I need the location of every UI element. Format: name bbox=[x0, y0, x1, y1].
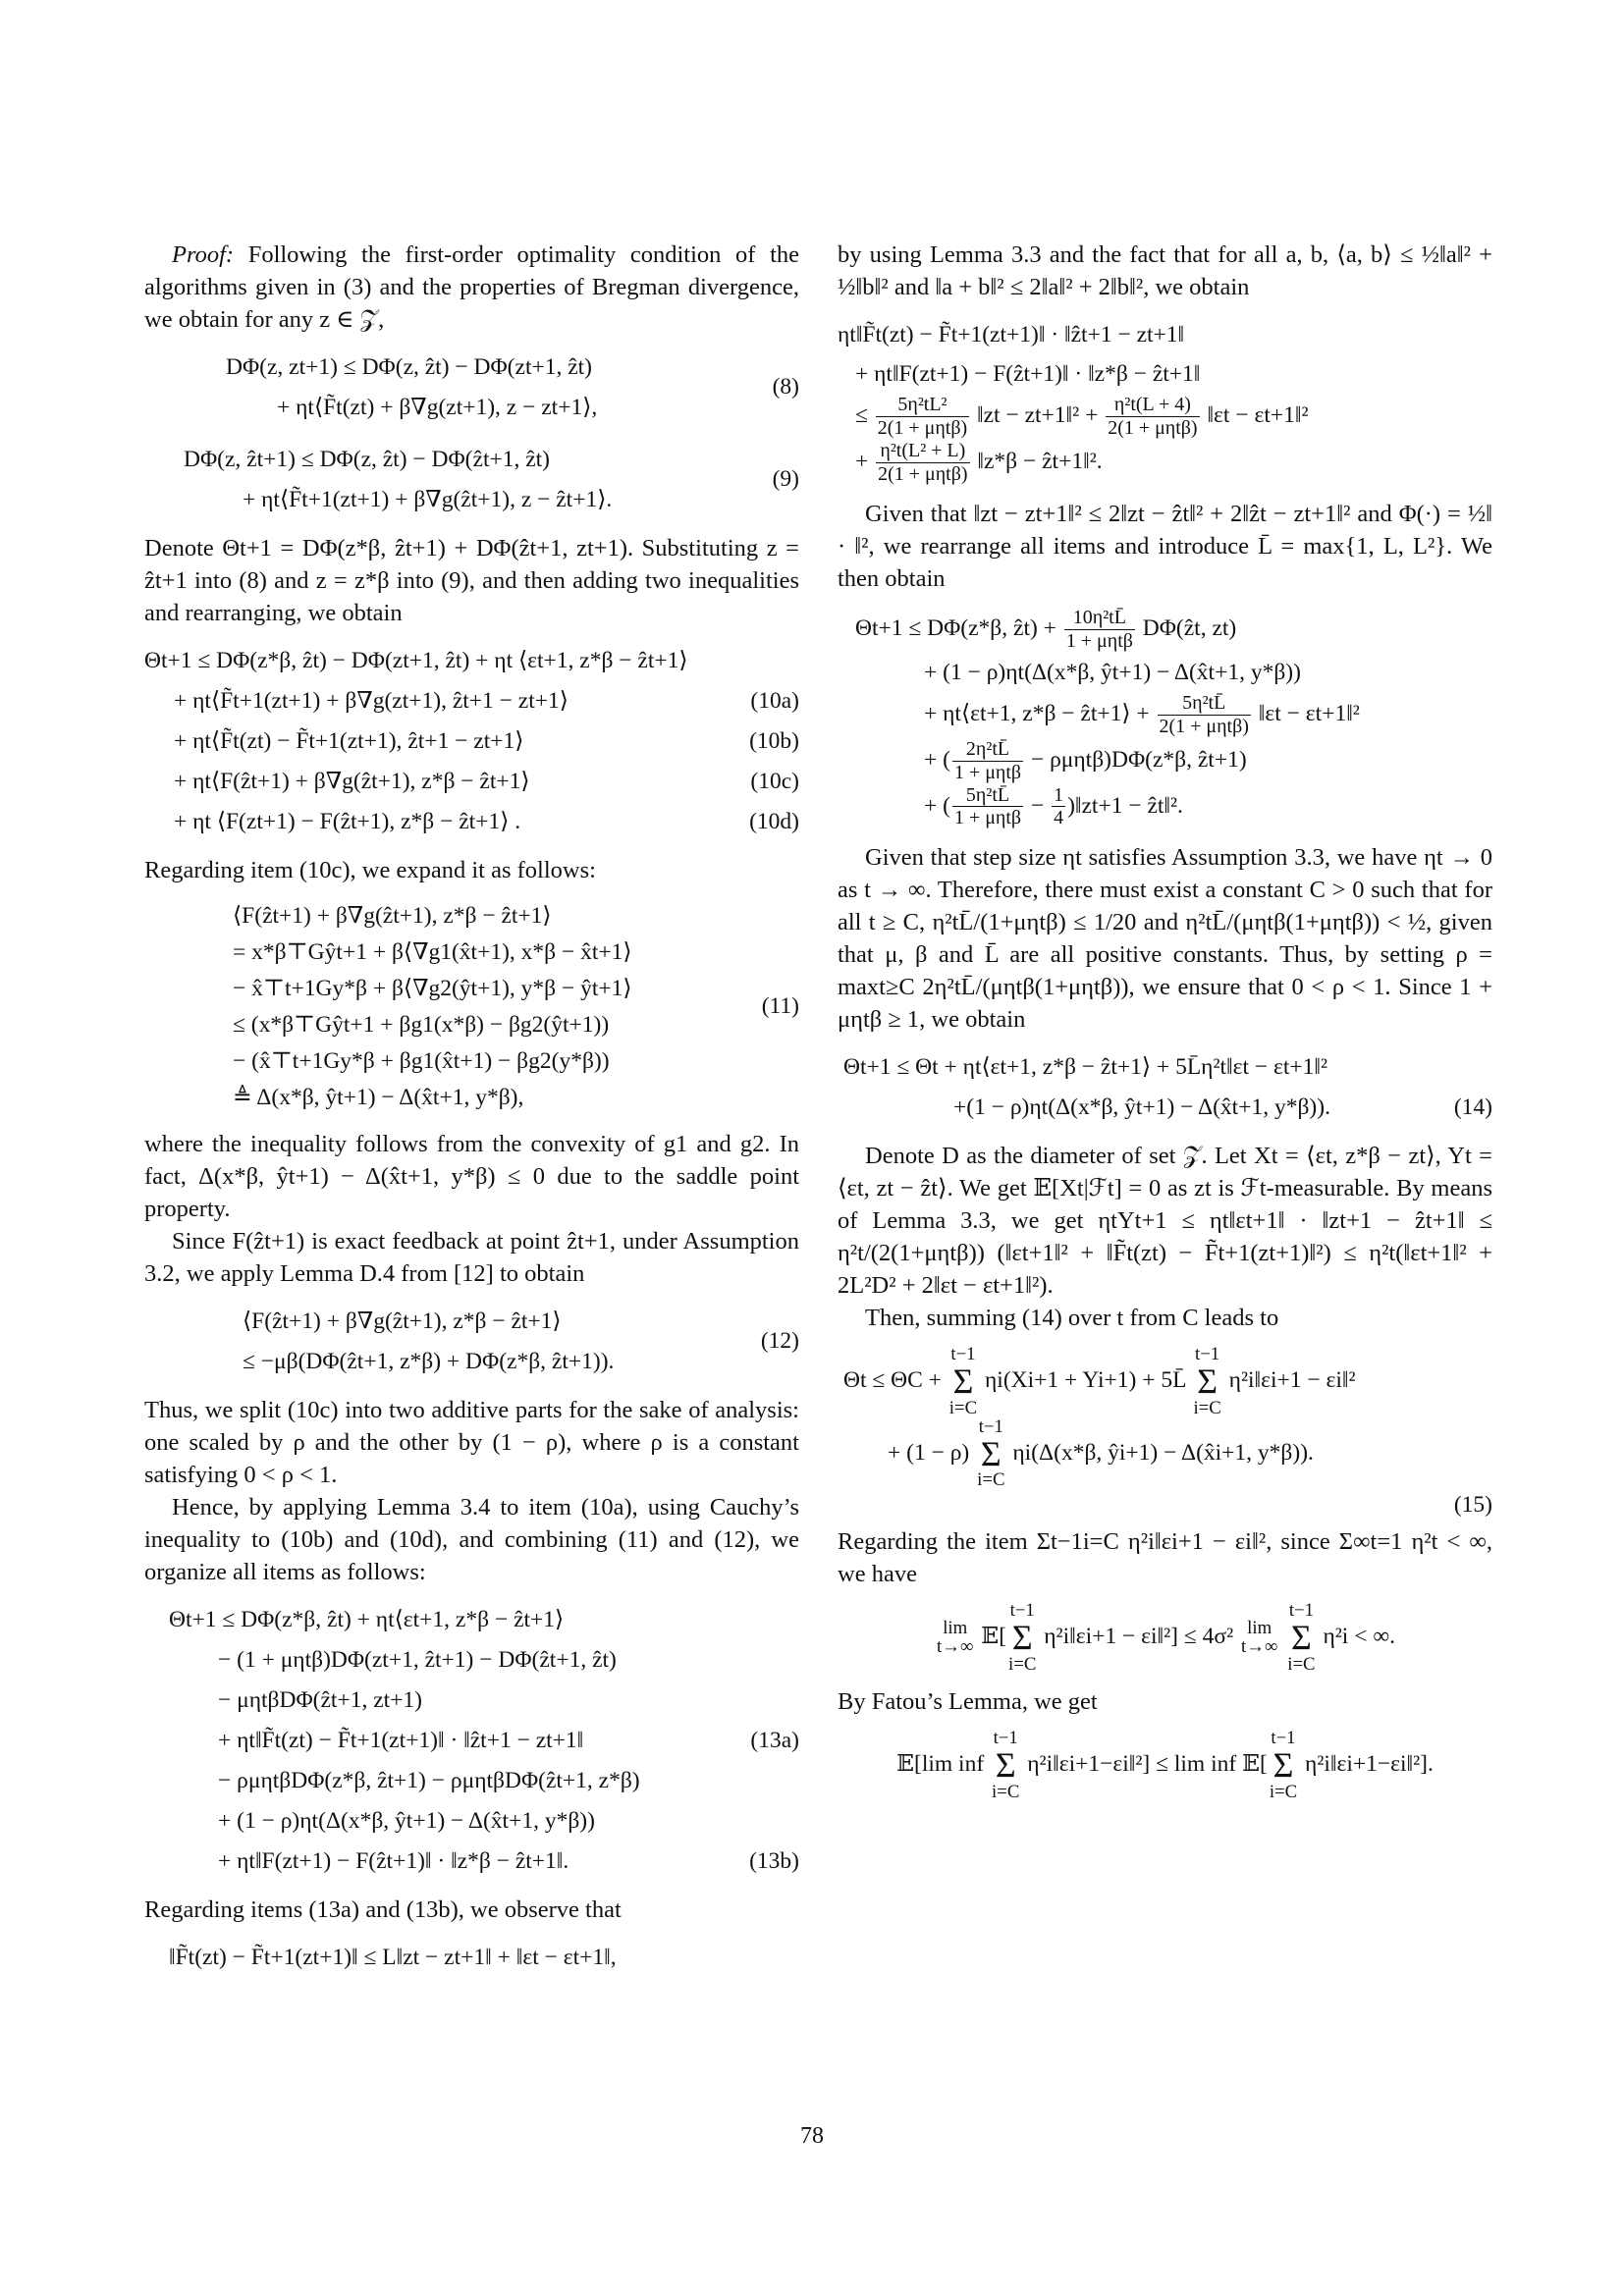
sum-symbol: Σ bbox=[1197, 1362, 1218, 1402]
equation-number: (10a) bbox=[750, 688, 799, 714]
equation-line bbox=[144, 1721, 799, 1761]
fraction-denominator: 1 + μηtβ bbox=[953, 807, 1022, 829]
equation-text: ηi(Xi+1 + Yi+1) + 5L̄ bbox=[985, 1367, 1186, 1394]
equation-text: + ηt⟨F̃t+1(zt+1) + β∇g(zt+1), ẑt+1 − zt+1⟩ bbox=[174, 688, 568, 714]
equation-D bbox=[838, 1730, 1492, 1801]
equation-text: + (1 − ρ) bbox=[888, 1439, 970, 1466]
fraction-numerator: 5η²tL̄ bbox=[952, 784, 1023, 808]
equation-line bbox=[144, 802, 799, 842]
equation-line bbox=[855, 738, 1492, 784]
equation-line bbox=[838, 1730, 1492, 1801]
equation-line bbox=[843, 1415, 1492, 1491]
proof-label: Proof: bbox=[172, 241, 235, 268]
equation-line: DΦ(z, zt+1) ≤ DΦ(z, ẑt) − DΦ(zt+1, ẑt) bbox=[226, 354, 593, 380]
fraction bbox=[952, 784, 1023, 830]
limit bbox=[937, 1617, 974, 1657]
sum-lower: i=C bbox=[1287, 1653, 1316, 1675]
equation-line: ≤ (x*β⊤Gŷt+1 + βg1(x*β) − βg2(ŷt+1)) bbox=[233, 1012, 610, 1038]
equation-13 bbox=[144, 1600, 799, 1882]
paragraph: Regarding item (10c), we expand it as follows: bbox=[144, 857, 596, 883]
equation-line bbox=[144, 762, 799, 802]
equation-text: ‖εt − εt+1‖² bbox=[1258, 700, 1360, 726]
paragraph: Denote D as the diameter of set 𝒵. Let Xt = ⟨εt, z*β − zt⟩, Yt = ⟨εt, zt − ẑt⟩. We get 𝔼[Xt|ℱt] = 0 as zt is ℱt-measurable. By means of Lemma 3.3, we get ηtYt+1 ≤ ηt‖εt+1‖ · ‖zt+1 − ẑt+1‖ ≤ η²t/(2(1+μηtβ)) (‖εt+1‖² + ‖F̃t(zt) − F̃t+1(zt+1)‖²) ≤ η²t(‖εt+1‖² + 2L²D² + 2‖εt − εt+1‖²). bbox=[838, 1143, 1492, 1300]
equation-line bbox=[144, 1842, 799, 1882]
equation-line: ηt‖F̃t(zt) − F̃t+1(zt+1)‖ · ‖ẑt+1 − zt+1‖ bbox=[838, 322, 1185, 347]
left-column bbox=[144, 239, 799, 1990]
equation-line bbox=[855, 607, 1492, 653]
equation-text: ‖zt − zt+1‖² + bbox=[977, 401, 1099, 428]
equation-text: η²i‖εi+1 − εi‖²] ≤ 4σ² bbox=[1044, 1624, 1234, 1650]
equation-text: )‖zt+1 − ẑt‖². bbox=[1067, 792, 1183, 819]
equation-line bbox=[843, 1346, 1492, 1417]
equation-line: ⟨F(ẑt+1) + β∇g(ẑt+1), z*β − ẑt+1⟩ bbox=[243, 1308, 562, 1334]
equation-line: + (1 − ρ)ηt(Δ(x*β, ŷt+1) − Δ(x̂t+1, y*β)) bbox=[924, 659, 1301, 685]
equation-line: ≜ Δ(x*β, ŷt+1) − Δ(x̂t+1, y*β), bbox=[233, 1085, 524, 1110]
equation-text: + ηt ⟨F(zt+1) − F(ẑt+1), z*β − ẑt+1⟩ . bbox=[174, 809, 521, 834]
equation-text: ηi(Δ(x*β, ŷi+1) − Δ(x̂i+1, y*β)). bbox=[1012, 1439, 1314, 1466]
equation-line bbox=[838, 394, 1492, 440]
paragraph-text: Following the first-order optimality condition of the algorithms given in (3) and the properties of Bregman divergence, we obtain for any z ∈ 𝒵, bbox=[144, 241, 799, 333]
sum-symbol: Σ bbox=[1011, 1617, 1033, 1657]
equation-line: +(1 − ρ)ηt(Δ(x*β, ŷt+1) − Δ(x̂t+1, y*β)). bbox=[953, 1095, 1330, 1121]
paragraph: Denote Θt+1 = DΦ(z*β, ẑt+1) + DΦ(ẑt+1, zt+1). Substituting z = ẑt+1 into (8) and z = z*β into (9), and then adding two inequalities and rearranging, we obtain bbox=[144, 535, 799, 626]
equation-number: (10d) bbox=[749, 809, 799, 834]
fraction-denominator: 4 bbox=[1054, 807, 1064, 829]
equation-text: + ηt‖F(zt+1) − F(ẑt+1)‖ · ‖z*β − ẑt+1‖. bbox=[218, 1848, 569, 1874]
equation-9 bbox=[144, 440, 799, 520]
paragraph: Since F(ẑt+1) is exact feedback at point ẑt+1, under Assumption 3.2, we apply Lemma D.4 from [12] to obtain bbox=[144, 1228, 799, 1287]
equation-number: (11) bbox=[761, 993, 799, 1019]
equation-A bbox=[838, 315, 1492, 486]
sum-lower: i=C bbox=[948, 1397, 978, 1418]
paragraph: Thus, we split (10c) into two additive parts for the sake of analysis: one scaled by ρ and the other by (1 − ρ), where ρ is a constant satisfying 0 < ρ < 1. bbox=[144, 1397, 799, 1488]
fraction-numerator: 5η²tL² bbox=[876, 394, 969, 417]
sum-symbol: Σ bbox=[1291, 1617, 1312, 1657]
equation-text: Θt ≤ ΘC + bbox=[843, 1367, 942, 1394]
sum-upper: t−1 bbox=[950, 1344, 976, 1365]
sum-upper: t−1 bbox=[1288, 1600, 1315, 1622]
fraction-denominator: 1 + μηtβ bbox=[953, 761, 1022, 783]
fraction bbox=[1064, 607, 1135, 653]
equation-line: Θt+1 ≤ DΦ(z*β, ẑt) + ηt⟨εt+1, z*β − ẑt+1⟩ bbox=[169, 1607, 565, 1632]
equation-10 bbox=[144, 641, 799, 842]
right-column bbox=[838, 239, 1492, 1814]
equation-line: − (x̂⊤t+1Gy*β + βg1(x̂t+1) − βg2(y*β)) bbox=[233, 1048, 610, 1074]
equation-line: + (1 − ρ)ηt(Δ(x*β, ŷt+1) − Δ(x̂t+1, y*β)) bbox=[218, 1808, 595, 1834]
fraction-numerator: 2η²tL̄ bbox=[952, 738, 1023, 762]
fraction bbox=[1052, 784, 1065, 830]
equation-line bbox=[144, 681, 799, 721]
fraction-denominator: 2(1 + μηtβ) bbox=[878, 462, 968, 485]
equation-line bbox=[838, 440, 1492, 486]
equation-text: + ηt⟨F(ẑt+1) + β∇g(ẑt+1), z*β − ẑt+1⟩ bbox=[174, 769, 530, 794]
fraction-numerator: 5η²tL̄ bbox=[1158, 692, 1251, 716]
equation-11 bbox=[144, 898, 799, 1116]
equation-line bbox=[855, 692, 1492, 738]
equation-number: (8) bbox=[772, 374, 799, 400]
sum-lower: i=C bbox=[1193, 1397, 1221, 1418]
equation-text: ≤ bbox=[855, 401, 868, 428]
equation-number: (12) bbox=[760, 1328, 799, 1354]
limit bbox=[1240, 1617, 1278, 1657]
summation bbox=[992, 1730, 1019, 1801]
limit-subscript: t→∞ bbox=[1240, 1635, 1278, 1657]
equation-text: η²i‖εi+1−εi‖²] ≤ lim inf 𝔼[ bbox=[1027, 1751, 1268, 1778]
paragraph: Regarding the item Σt−1i=C η²i‖εi+1 − εi‖², since Σ∞t=1 η²t < ∞, we have bbox=[838, 1528, 1492, 1588]
equation-text: 𝔼[ bbox=[981, 1624, 1007, 1650]
equation-text: + ( bbox=[924, 746, 950, 773]
summation bbox=[949, 1346, 977, 1417]
fraction-denominator: 2(1 + μηtβ) bbox=[1108, 416, 1198, 439]
limit-subscript: t→∞ bbox=[937, 1635, 974, 1657]
equation-line: + ηt⟨F̃t(zt) + β∇g(zt+1), z − zt+1⟩, bbox=[277, 395, 598, 420]
equation-unnumbered bbox=[144, 1938, 799, 1978]
limit-label: lim bbox=[943, 1617, 968, 1638]
sum-symbol: Σ bbox=[952, 1362, 974, 1402]
fraction bbox=[876, 394, 969, 440]
sum-upper: t−1 bbox=[1195, 1344, 1220, 1365]
equation-line bbox=[144, 721, 799, 762]
sum-upper: t−1 bbox=[993, 1728, 1018, 1749]
equation-line: DΦ(z, ẑt+1) ≤ DΦ(z, ẑt) − DΦ(ẑt+1, ẑt) bbox=[184, 447, 551, 472]
equation-line: ≤ −μβ(DΦ(ẑt+1, z*β) + DΦ(z*β, ẑt+1)). bbox=[243, 1349, 615, 1374]
limit-label: lim bbox=[1247, 1617, 1272, 1638]
fraction bbox=[876, 440, 969, 486]
sum-lower: i=C bbox=[1008, 1653, 1037, 1675]
paragraph: Given that ‖zt − zt+1‖² ≤ 2‖zt − ẑt‖² + 2‖ẑt − zt+1‖² and Φ(·) = ½‖ · ‖², we rearrange all items and introduce L̄ = max{1, L, L²}. We then obtain bbox=[838, 500, 1492, 592]
equation-line: − (1 + μηtβ)DΦ(zt+1, ẑt+1) − DΦ(ẑt+1, ẑt) bbox=[218, 1647, 617, 1673]
equation-text: + ηt⟨εt+1, z*β − ẑt+1⟩ + bbox=[924, 700, 1150, 726]
equation-line: − μηtβDΦ(ẑt+1, zt+1) bbox=[218, 1687, 422, 1713]
equation-number-line bbox=[843, 1490, 1492, 1520]
equation-text: Θt+1 ≤ DΦ(z*β, ẑt) + bbox=[855, 614, 1056, 641]
sum-lower: i=C bbox=[1269, 1781, 1298, 1802]
fraction-numerator: 10η²tL̄ bbox=[1064, 607, 1135, 630]
equation-number: (14) bbox=[1453, 1095, 1492, 1121]
equation-text: − bbox=[1030, 792, 1045, 819]
equation-line: ⟨F(ẑt+1) + β∇g(ẑt+1), z*β − ẑt+1⟩ bbox=[233, 903, 552, 929]
paragraph: By Fatou’s Lemma, we get bbox=[838, 1688, 1098, 1716]
sum-symbol: Σ bbox=[980, 1433, 1001, 1473]
fraction-numerator: η²t(L + 4) bbox=[1106, 394, 1199, 417]
equation-text: η²i < ∞. bbox=[1323, 1624, 1395, 1650]
sum-upper: t−1 bbox=[978, 1415, 1003, 1437]
equation-number: (9) bbox=[772, 466, 799, 492]
summation bbox=[1270, 1730, 1297, 1801]
paragraph: Given that step size ηt satisfies Assumption 3.3, we have ηt → 0 as t → ∞. Therefore, there must exist a constant C > 0 such that for all t ≥ C, η²tL̄/(1+μηtβ) ≤ 1/20 and η²tL̄/(μηtβ(1+μηtβ)) < ½, given that μ, β and L̄ are all positive constants. Thus, by setting ρ = maxt≥C 2η²tL̄/(μηtβ(1+μηtβ)), we ensure that 0 < ρ < 1. Since 1 + μηtβ ≥ 1, we obtain bbox=[838, 844, 1492, 1034]
sum-upper: t−1 bbox=[1271, 1728, 1296, 1749]
equation-text: η²i‖εi+1−εi‖²]. bbox=[1305, 1751, 1434, 1778]
proof-paragraph bbox=[144, 239, 799, 336]
summation bbox=[1193, 1346, 1220, 1417]
paragraph: by using Lemma 3.3 and the fact that for all a, b, ⟨a, b⟩ ≤ ½‖a‖² + ½‖b‖² and ‖a + b‖² ≤ 2‖a‖² + 2‖b‖², we obtain bbox=[838, 241, 1492, 300]
fraction bbox=[1106, 394, 1199, 440]
equation-text: ‖εt − εt+1‖² bbox=[1207, 401, 1309, 428]
fraction bbox=[952, 738, 1023, 784]
sum-upper: t−1 bbox=[1009, 1600, 1035, 1622]
equation-text: 𝔼[lim inf bbox=[896, 1751, 985, 1778]
paragraph: Regarding items (13a) and (13b), we observe that bbox=[144, 1896, 622, 1923]
equation-line: Θt+1 ≤ DΦ(z*β, ẑt) − DΦ(zt+1, ẑt) + ηt ⟨εt+1, z*β − ẑt+1⟩ bbox=[144, 648, 688, 673]
equation-text: − ρμηtβ)DΦ(z*β, ẑt+1) bbox=[1030, 746, 1247, 773]
equation-15 bbox=[843, 1346, 1492, 1520]
summation bbox=[977, 1415, 1005, 1491]
fraction bbox=[1158, 692, 1251, 738]
equation-number: (10b) bbox=[749, 728, 799, 754]
equation-line bbox=[855, 784, 1492, 830]
equation-text: + bbox=[855, 448, 869, 474]
equation-line: + ηt⟨F̃t+1(zt+1) + β∇g(ẑt+1), z − ẑt+1⟩. bbox=[243, 487, 613, 512]
equation-text: DΦ(ẑt, zt) bbox=[1142, 614, 1237, 641]
sum-symbol: Σ bbox=[1272, 1745, 1294, 1786]
equation-number: (13a) bbox=[750, 1728, 799, 1753]
equation-B bbox=[855, 607, 1492, 830]
equation-text: η²i‖εi+1 − εi‖² bbox=[1228, 1367, 1356, 1394]
equation-text: + ( bbox=[924, 792, 950, 819]
equation-14 bbox=[838, 1047, 1492, 1128]
equation-line: + ηt‖F(zt+1) − F(ẑt+1)‖ · ‖z*β − ẑt+1‖ bbox=[855, 361, 1201, 387]
equation-text: ‖z*β − ẑt+1‖². bbox=[977, 448, 1103, 474]
equation-line: Θt+1 ≤ Θt + ηt⟨εt+1, z*β − ẑt+1⟩ + 5L̄η²t‖εt − εt+1‖² bbox=[843, 1054, 1328, 1081]
summation bbox=[1287, 1602, 1315, 1674]
equation-number: (13b) bbox=[749, 1848, 799, 1874]
summation bbox=[1008, 1602, 1036, 1674]
equation-C bbox=[838, 1602, 1492, 1674]
fraction-denominator: 1 + μηtβ bbox=[1065, 629, 1133, 652]
sum-lower: i=C bbox=[977, 1469, 1005, 1491]
equation-line: − ρμηtβDΦ(z*β, ẑt+1) − ρμηtβDΦ(ẑt+1, z*β) bbox=[218, 1768, 640, 1793]
paragraph: where the inequality follows from the convexity of g1 and g2. In fact, Δ(x*β, ŷt+1) − Δ(x̂t+1, y*β) ≤ 0 due to the saddle point property. bbox=[144, 1131, 799, 1222]
equation-number: (10c) bbox=[750, 769, 799, 794]
equation-8 bbox=[144, 347, 799, 428]
paragraph: Then, summing (14) over t from C leads to bbox=[865, 1305, 1279, 1332]
sum-lower: i=C bbox=[992, 1781, 1020, 1802]
equation-line: ‖F̃t(zt) − F̃t+1(zt+1)‖ ≤ L‖zt − zt+1‖ + ‖εt − εt+1‖, bbox=[169, 1945, 617, 1970]
equation-line bbox=[838, 1602, 1492, 1674]
fraction-denominator: 2(1 + μηtβ) bbox=[877, 416, 968, 439]
sum-symbol: Σ bbox=[995, 1745, 1016, 1786]
equation-text: + ηt‖F̃t(zt) − F̃t+1(zt+1)‖ · ‖ẑt+1 − zt+1‖ bbox=[218, 1728, 584, 1753]
equation-line: = x*β⊤Gŷt+1 + β⟨∇g1(x̂t+1), x*β − x̂t+1⟩ bbox=[233, 939, 632, 965]
equation-text: + ηt⟨F̃t(zt) − F̃t+1(zt+1), ẑt+1 − zt+1⟩ bbox=[174, 728, 524, 754]
equation-line: − x̂⊤t+1Gy*β + β⟨∇g2(ŷt+1), y*β − ŷt+1⟩ bbox=[233, 976, 632, 1001]
fraction-numerator: 1 bbox=[1054, 783, 1064, 806]
fraction-denominator: 2(1 + μηtβ) bbox=[1159, 715, 1249, 737]
fraction-numerator: η²t(L² + L) bbox=[876, 440, 969, 463]
paragraph: Hence, by applying Lemma 3.4 to item (10a), using Cauchy’s inequality to (10b) and (10d), and combining (11) and (12), we organize all items as follows: bbox=[144, 1494, 799, 1585]
page-number: 78 bbox=[800, 2123, 824, 2149]
equation-12 bbox=[144, 1302, 799, 1382]
equation-number: (15) bbox=[1453, 1492, 1492, 1519]
